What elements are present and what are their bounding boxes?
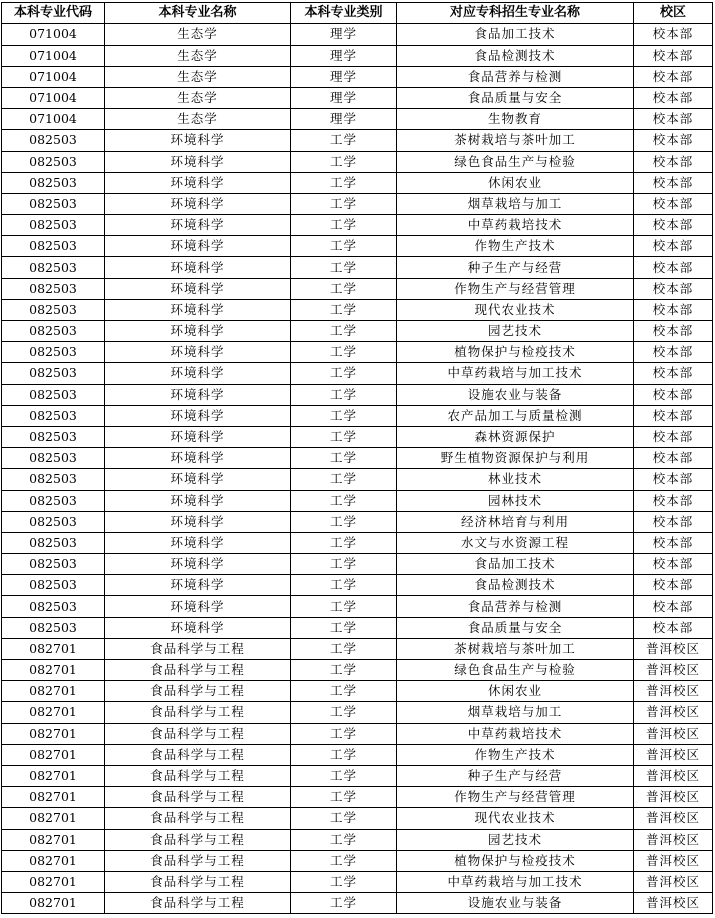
major-code-cell[interactable]: 082503	[2, 257, 105, 278]
campus-cell[interactable]: 校本部	[634, 87, 713, 108]
campus-cell[interactable]: 校本部	[634, 172, 713, 193]
campus-cell[interactable]: 校本部	[634, 448, 713, 469]
major-name-cell[interactable]: 环境科学	[105, 426, 291, 447]
campus-cell[interactable]: 校本部	[634, 617, 713, 638]
major-name-cell[interactable]: 环境科学	[105, 151, 291, 172]
major-category-cell[interactable]: 工学	[291, 426, 397, 447]
header-undergrad-major-name[interactable]: 本科专业名称	[105, 3, 291, 24]
major-category-cell[interactable]: 理学	[291, 45, 397, 66]
junior-college-major-cell[interactable]: 现代农业技术	[397, 299, 634, 320]
table-row	[2, 893, 713, 914]
major-name-cell[interactable]: 食品科学与工程	[105, 660, 291, 681]
campus-cell[interactable]: 普洱校区	[634, 871, 713, 892]
major-code-cell[interactable]: 082701	[2, 660, 105, 681]
major-category-cell[interactable]: 工学	[291, 638, 397, 659]
table-row	[2, 469, 713, 490]
table-row	[2, 299, 713, 320]
major-code-cell[interactable]: 071004	[2, 109, 105, 130]
major-category-cell[interactable]: 工学	[291, 532, 397, 553]
major-category-cell[interactable]: 工学	[291, 299, 397, 320]
major-category-cell[interactable]: 工学	[291, 617, 397, 638]
junior-college-major-cell[interactable]: 作物生产与经营管理	[397, 278, 634, 299]
major-category-cell[interactable]: 工学	[291, 193, 397, 214]
major-name-cell[interactable]: 环境科学	[105, 236, 291, 257]
major-code-cell[interactable]: 082503	[2, 172, 105, 193]
header-undergrad-major-category[interactable]: 本科专业类别	[291, 3, 397, 24]
campus-cell[interactable]: 校本部	[634, 511, 713, 532]
major-code-cell[interactable]: 082503	[2, 426, 105, 447]
table-row	[2, 193, 713, 214]
major-category-cell[interactable]: 工学	[291, 765, 397, 786]
major-name-cell[interactable]: 环境科学	[105, 363, 291, 384]
campus-cell[interactable]: 校本部	[634, 426, 713, 447]
junior-college-major-cell[interactable]: 种子生产与经营	[397, 765, 634, 786]
major-name-cell[interactable]: 生态学	[105, 66, 291, 87]
table-row	[2, 236, 713, 257]
table-row	[2, 405, 713, 426]
major-name-cell[interactable]: 食品科学与工程	[105, 893, 291, 914]
major-code-cell[interactable]: 082503	[2, 363, 105, 384]
campus-cell[interactable]: 校本部	[634, 130, 713, 151]
junior-college-major-cell[interactable]: 茶树栽培与茶叶加工	[397, 130, 634, 151]
table-row	[2, 681, 713, 702]
campus-cell[interactable]: 校本部	[634, 363, 713, 384]
major-category-cell[interactable]: 工学	[291, 723, 397, 744]
major-name-cell[interactable]: 食品科学与工程	[105, 723, 291, 744]
campus-cell[interactable]: 校本部	[634, 384, 713, 405]
table-row	[2, 617, 713, 638]
major-code-cell[interactable]: 082701	[2, 744, 105, 765]
junior-college-major-cell[interactable]: 园林技术	[397, 490, 634, 511]
major-category-cell[interactable]: 工学	[291, 660, 397, 681]
major-category-cell[interactable]: 工学	[291, 151, 397, 172]
table-row	[2, 448, 713, 469]
major-category-cell[interactable]: 理学	[291, 66, 397, 87]
major-name-cell[interactable]: 食品科学与工程	[105, 871, 291, 892]
campus-cell[interactable]: 校本部	[634, 257, 713, 278]
campus-cell[interactable]: 校本部	[634, 66, 713, 87]
major-code-cell[interactable]: 071004	[2, 45, 105, 66]
major-name-cell[interactable]: 环境科学	[105, 448, 291, 469]
campus-cell[interactable]: 校本部	[634, 554, 713, 575]
table-row	[2, 660, 713, 681]
table-body	[2, 24, 713, 914]
campus-cell[interactable]: 普洱校区	[634, 850, 713, 871]
junior-college-major-cell[interactable]: 水文与水资源工程	[397, 532, 634, 553]
table-row	[2, 787, 713, 808]
campus-cell[interactable]: 校本部	[634, 278, 713, 299]
major-name-cell[interactable]: 环境科学	[105, 278, 291, 299]
major-name-cell[interactable]: 生态学	[105, 109, 291, 130]
major-name-cell[interactable]: 环境科学	[105, 384, 291, 405]
campus-cell[interactable]: 普洱校区	[634, 744, 713, 765]
major-code-cell[interactable]: 082503	[2, 511, 105, 532]
major-code-cell[interactable]: 082701	[2, 893, 105, 914]
campus-cell[interactable]: 普洱校区	[634, 681, 713, 702]
table-row	[2, 426, 713, 447]
junior-college-major-cell[interactable]: 茶树栽培与茶叶加工	[397, 638, 634, 659]
campus-cell[interactable]: 校本部	[634, 109, 713, 130]
junior-college-major-cell[interactable]: 植物保护与检疫技术	[397, 850, 634, 871]
major-code-cell[interactable]: 071004	[2, 66, 105, 87]
major-category-cell[interactable]: 工学	[291, 342, 397, 363]
major-category-cell[interactable]: 工学	[291, 257, 397, 278]
table-row	[2, 66, 713, 87]
junior-college-major-cell[interactable]: 经济林培育与利用	[397, 511, 634, 532]
campus-cell[interactable]: 校本部	[634, 575, 713, 596]
junior-college-major-cell[interactable]: 食品营养与检测	[397, 66, 634, 87]
major-name-cell[interactable]: 生态学	[105, 87, 291, 108]
major-name-cell[interactable]: 环境科学	[105, 405, 291, 426]
major-name-cell[interactable]: 环境科学	[105, 257, 291, 278]
junior-college-major-cell[interactable]: 林业技术	[397, 469, 634, 490]
campus-cell[interactable]: 普洱校区	[634, 765, 713, 786]
junior-college-major-cell[interactable]: 中草药栽培与加工技术	[397, 871, 634, 892]
junior-college-major-cell[interactable]: 食品检测技术	[397, 575, 634, 596]
junior-college-major-cell[interactable]: 食品质量与安全	[397, 617, 634, 638]
junior-college-major-cell[interactable]: 食品加工技术	[397, 24, 634, 45]
major-category-cell[interactable]: 工学	[291, 744, 397, 765]
table-row	[2, 321, 713, 342]
campus-cell[interactable]: 校本部	[634, 596, 713, 617]
campus-cell[interactable]: 校本部	[634, 532, 713, 553]
table-row	[2, 702, 713, 723]
table-row	[2, 24, 713, 45]
table-row	[2, 850, 713, 871]
campus-cell[interactable]: 校本部	[634, 24, 713, 45]
table-row	[2, 596, 713, 617]
junior-college-major-cell[interactable]: 绿色食品生产与检验	[397, 660, 634, 681]
major-code-cell[interactable]: 082503	[2, 617, 105, 638]
major-code-cell[interactable]: 082503	[2, 469, 105, 490]
major-category-cell[interactable]: 工学	[291, 490, 397, 511]
major-name-cell[interactable]: 环境科学	[105, 575, 291, 596]
major-code-cell[interactable]: 082503	[2, 193, 105, 214]
junior-college-major-cell[interactable]: 食品营养与检测	[397, 596, 634, 617]
table-row	[2, 342, 713, 363]
campus-cell[interactable]: 校本部	[634, 321, 713, 342]
major-name-cell[interactable]: 食品科学与工程	[105, 850, 291, 871]
header-row	[2, 3, 713, 24]
table-row	[2, 490, 713, 511]
major-name-cell[interactable]: 环境科学	[105, 596, 291, 617]
table-row	[2, 532, 713, 553]
campus-cell[interactable]: 普洱校区	[634, 829, 713, 850]
campus-cell[interactable]: 普洱校区	[634, 638, 713, 659]
major-name-cell[interactable]: 食品科学与工程	[105, 829, 291, 850]
major-code-cell[interactable]: 082503	[2, 448, 105, 469]
junior-college-major-cell[interactable]: 食品质量与安全	[397, 87, 634, 108]
junior-college-major-cell[interactable]: 作物生产技术	[397, 744, 634, 765]
major-code-cell[interactable]: 082503	[2, 554, 105, 575]
major-category-cell[interactable]: 工学	[291, 448, 397, 469]
major-name-cell[interactable]: 食品科学与工程	[105, 681, 291, 702]
major-category-cell[interactable]: 工学	[291, 808, 397, 829]
table-row	[2, 765, 713, 786]
major-code-cell[interactable]: 082503	[2, 215, 105, 236]
major-name-cell[interactable]: 食品科学与工程	[105, 808, 291, 829]
table-row	[2, 638, 713, 659]
table-row	[2, 278, 713, 299]
major-category-cell[interactable]: 工学	[291, 363, 397, 384]
major-category-cell[interactable]: 工学	[291, 787, 397, 808]
table-row	[2, 151, 713, 172]
campus-cell[interactable]: 普洱校区	[634, 787, 713, 808]
campus-cell[interactable]: 校本部	[634, 405, 713, 426]
table-row	[2, 808, 713, 829]
major-name-cell[interactable]: 食品科学与工程	[105, 702, 291, 723]
major-name-cell[interactable]: 环境科学	[105, 130, 291, 151]
major-category-cell[interactable]: 工学	[291, 850, 397, 871]
junior-college-major-cell[interactable]: 设施农业与装备	[397, 384, 634, 405]
junior-college-major-cell[interactable]: 绿色食品生产与检验	[397, 151, 634, 172]
major-category-cell[interactable]: 工学	[291, 681, 397, 702]
major-name-cell[interactable]: 环境科学	[105, 554, 291, 575]
table-row	[2, 257, 713, 278]
major-category-cell[interactable]: 工学	[291, 469, 397, 490]
major-category-cell[interactable]: 工学	[291, 236, 397, 257]
major-code-cell[interactable]: 082503	[2, 532, 105, 553]
major-name-cell[interactable]: 生态学	[105, 45, 291, 66]
major-code-cell[interactable]: 082503	[2, 236, 105, 257]
major-mapping-table	[1, 2, 713, 914]
major-category-cell[interactable]: 工学	[291, 554, 397, 575]
major-code-cell[interactable]: 082701	[2, 702, 105, 723]
major-category-cell[interactable]: 工学	[291, 511, 397, 532]
junior-college-major-cell[interactable]: 种子生产与经营	[397, 257, 634, 278]
major-code-cell[interactable]: 082503	[2, 596, 105, 617]
major-category-cell[interactable]: 工学	[291, 384, 397, 405]
junior-college-major-cell[interactable]: 园艺技术	[397, 829, 634, 850]
junior-college-major-cell[interactable]: 食品检测技术	[397, 45, 634, 66]
major-category-cell[interactable]: 工学	[291, 575, 397, 596]
major-category-cell[interactable]: 工学	[291, 596, 397, 617]
major-code-cell[interactable]: 071004	[2, 87, 105, 108]
junior-college-major-cell[interactable]: 森林资源保护	[397, 426, 634, 447]
campus-cell[interactable]: 普洱校区	[634, 723, 713, 744]
major-code-cell[interactable]: 082503	[2, 151, 105, 172]
table-row	[2, 130, 713, 151]
major-category-cell[interactable]: 理学	[291, 109, 397, 130]
campus-cell[interactable]: 校本部	[634, 236, 713, 257]
campus-cell[interactable]: 普洱校区	[634, 702, 713, 723]
junior-college-major-cell[interactable]: 现代农业技术	[397, 808, 634, 829]
major-code-cell[interactable]: 082503	[2, 342, 105, 363]
major-code-cell[interactable]: 082701	[2, 850, 105, 871]
major-name-cell[interactable]: 环境科学	[105, 617, 291, 638]
major-category-cell[interactable]: 工学	[291, 829, 397, 850]
major-code-cell[interactable]: 082701	[2, 871, 105, 892]
major-name-cell[interactable]: 食品科学与工程	[105, 787, 291, 808]
major-category-cell[interactable]: 理学	[291, 24, 397, 45]
junior-college-major-cell[interactable]: 休闲农业	[397, 681, 634, 702]
junior-college-major-cell[interactable]: 作物生产技术	[397, 236, 634, 257]
campus-cell[interactable]: 校本部	[634, 45, 713, 66]
table-row	[2, 87, 713, 108]
campus-cell[interactable]: 校本部	[634, 342, 713, 363]
major-name-cell[interactable]: 环境科学	[105, 215, 291, 236]
table-row	[2, 45, 713, 66]
table-row	[2, 829, 713, 850]
major-code-cell[interactable]: 082503	[2, 278, 105, 299]
junior-college-major-cell[interactable]: 烟草栽培与加工	[397, 193, 634, 214]
campus-cell[interactable]: 校本部	[634, 299, 713, 320]
table-row	[2, 554, 713, 575]
table-row	[2, 871, 713, 892]
major-category-cell[interactable]: 工学	[291, 893, 397, 914]
major-category-cell[interactable]: 工学	[291, 405, 397, 426]
junior-college-major-cell[interactable]: 设施农业与装备	[397, 893, 634, 914]
campus-cell[interactable]: 校本部	[634, 193, 713, 214]
junior-college-major-cell[interactable]: 食品加工技术	[397, 554, 634, 575]
header-junior-college-major-name[interactable]: 对应专科招生专业名称	[397, 3, 634, 24]
major-name-cell[interactable]: 生态学	[105, 24, 291, 45]
major-name-cell[interactable]: 环境科学	[105, 321, 291, 342]
major-code-cell[interactable]: 082503	[2, 405, 105, 426]
campus-cell[interactable]: 普洱校区	[634, 893, 713, 914]
campus-cell[interactable]: 普洱校区	[634, 808, 713, 829]
junior-college-major-cell[interactable]: 中草药栽培技术	[397, 723, 634, 744]
major-code-cell[interactable]: 082503	[2, 299, 105, 320]
spreadsheet-sheet	[1, 2, 712, 914]
junior-college-major-cell[interactable]: 植物保护与检疫技术	[397, 342, 634, 363]
major-name-cell[interactable]: 环境科学	[105, 490, 291, 511]
major-code-cell[interactable]: 082701	[2, 808, 105, 829]
major-category-cell[interactable]: 工学	[291, 321, 397, 342]
major-category-cell[interactable]: 工学	[291, 130, 397, 151]
major-name-cell[interactable]: 食品科学与工程	[105, 765, 291, 786]
campus-cell[interactable]: 校本部	[634, 151, 713, 172]
campus-cell[interactable]: 校本部	[634, 469, 713, 490]
major-name-cell[interactable]: 环境科学	[105, 469, 291, 490]
major-name-cell[interactable]: 环境科学	[105, 172, 291, 193]
major-name-cell[interactable]: 食品科学与工程	[105, 744, 291, 765]
major-code-cell[interactable]: 082701	[2, 723, 105, 744]
major-name-cell[interactable]: 食品科学与工程	[105, 638, 291, 659]
major-code-cell[interactable]: 082503	[2, 321, 105, 342]
junior-college-major-cell[interactable]: 农产品加工与质量检测	[397, 405, 634, 426]
table-row	[2, 172, 713, 193]
campus-cell[interactable]: 普洱校区	[634, 660, 713, 681]
header-campus[interactable]: 校区	[634, 3, 713, 24]
campus-cell[interactable]: 校本部	[634, 215, 713, 236]
table-header	[2, 3, 713, 24]
major-name-cell[interactable]: 环境科学	[105, 342, 291, 363]
major-code-cell[interactable]: 082701	[2, 638, 105, 659]
junior-college-major-cell[interactable]: 中草药栽培技术	[397, 215, 634, 236]
major-name-cell[interactable]: 环境科学	[105, 532, 291, 553]
campus-cell[interactable]: 校本部	[634, 490, 713, 511]
junior-college-major-cell[interactable]: 生物教育	[397, 109, 634, 130]
major-category-cell[interactable]: 工学	[291, 278, 397, 299]
major-name-cell[interactable]: 环境科学	[105, 511, 291, 532]
junior-college-major-cell[interactable]: 园艺技术	[397, 321, 634, 342]
major-category-cell[interactable]: 工学	[291, 215, 397, 236]
major-code-cell[interactable]: 082503	[2, 575, 105, 596]
major-code-cell[interactable]: 082701	[2, 787, 105, 808]
major-code-cell[interactable]: 071004	[2, 24, 105, 45]
table-row	[2, 109, 713, 130]
major-code-cell[interactable]: 082701	[2, 681, 105, 702]
junior-college-major-cell[interactable]: 中草药栽培与加工技术	[397, 363, 634, 384]
major-name-cell[interactable]: 环境科学	[105, 299, 291, 320]
major-category-cell[interactable]: 工学	[291, 702, 397, 723]
junior-college-major-cell[interactable]: 作物生产与经营管理	[397, 787, 634, 808]
major-code-cell[interactable]: 082503	[2, 384, 105, 405]
table-row	[2, 744, 713, 765]
major-code-cell[interactable]: 082503	[2, 130, 105, 151]
table-row	[2, 511, 713, 532]
major-code-cell[interactable]: 082503	[2, 490, 105, 511]
major-code-cell[interactable]: 082701	[2, 765, 105, 786]
major-name-cell[interactable]: 环境科学	[105, 193, 291, 214]
major-code-cell[interactable]: 082701	[2, 829, 105, 850]
major-category-cell[interactable]: 工学	[291, 172, 397, 193]
table-row	[2, 215, 713, 236]
junior-college-major-cell[interactable]: 烟草栽培与加工	[397, 702, 634, 723]
junior-college-major-cell[interactable]: 野生植物资源保护与利用	[397, 448, 634, 469]
table-row	[2, 384, 713, 405]
major-category-cell[interactable]: 理学	[291, 87, 397, 108]
header-undergrad-major-code[interactable]: 本科专业代码	[2, 3, 105, 24]
major-category-cell[interactable]: 工学	[291, 871, 397, 892]
table-row	[2, 363, 713, 384]
junior-college-major-cell[interactable]: 休闲农业	[397, 172, 634, 193]
table-row	[2, 723, 713, 744]
table-row	[2, 575, 713, 596]
